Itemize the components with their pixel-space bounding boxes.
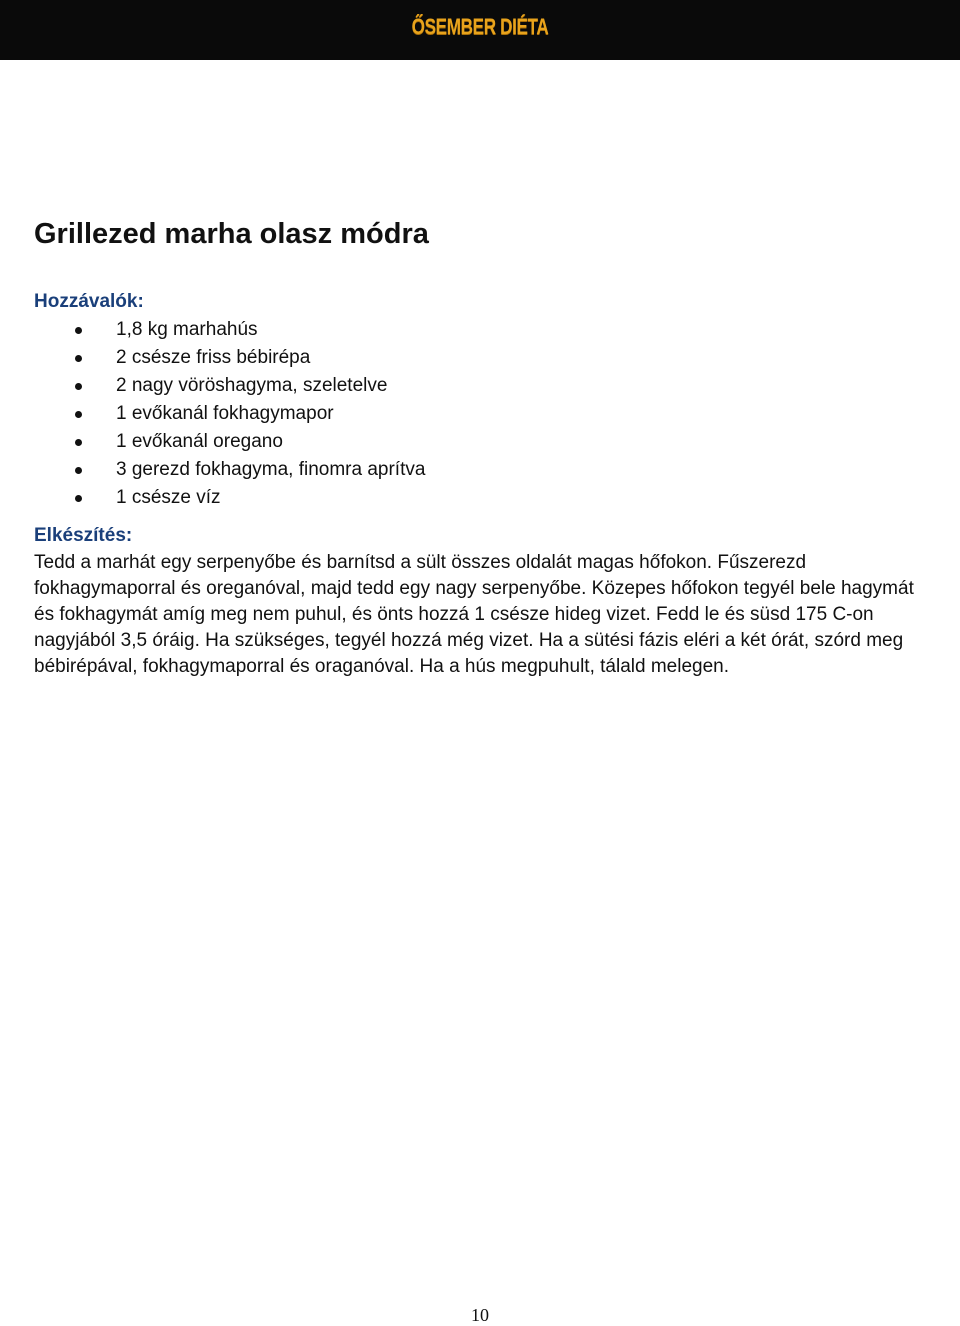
- list-item: [34, 456, 914, 484]
- bullet-icon: [75, 355, 82, 362]
- ingredient-text: 3 gerezd fokhagyma, finomra aprítva: [116, 459, 426, 480]
- list-item: [34, 428, 914, 456]
- ingredient-text: 1 evőkanál oregano: [116, 431, 283, 452]
- ingredient-text: 1,8 kg marhahús: [116, 319, 258, 340]
- bullet-icon: [75, 383, 82, 390]
- ingredient-text: 1 csésze víz: [116, 487, 221, 508]
- bullet-icon: [75, 411, 82, 418]
- brand-logo: ŐSEMBER DIÉTA: [411, 14, 549, 39]
- method-heading: Elkészítés:: [34, 525, 133, 546]
- ingredient-text: 1 evőkanál fokhagymapor: [116, 403, 334, 424]
- ingredient-text: 2 nagy vöröshagyma, szeletelve: [116, 375, 388, 396]
- bullet-icon: [75, 495, 82, 502]
- list-item: [34, 400, 914, 428]
- list-item: [34, 316, 914, 344]
- bullet-icon: [75, 439, 82, 446]
- ingredients-heading: Hozzávalók:: [34, 291, 144, 312]
- bullet-icon: [75, 467, 82, 474]
- page-number: 10: [471, 1305, 489, 1325]
- ingredients-list: [34, 316, 914, 512]
- bullet-icon: [75, 327, 82, 334]
- ingredient-text: 2 csésze friss bébirépa: [116, 347, 311, 368]
- recipe-content: [34, 212, 914, 680]
- list-item: [34, 372, 914, 400]
- list-item: [34, 484, 914, 512]
- method-text: Tedd a marhát egy serpenyőbe és barnítsd a sült összes oldalát magas hőfokon. Fűszerezd fokhagymaporral és oreganóval, majd tedd egy nagy serpenyőbe. Közepes hőfokon tegyél bele hagymát és fokhagymát amíg meg nem puhul, és önts hozzá 1 csésze hideg vizet. Fedd le és süsd 175 C-on nagyjából 3,5 óráig. Ha szükséges, tegyél hozzá még vizet. Ha a sütési fázis eléri a két órát, szórd meg bébirépával, fokhagymaporral és oraganóval. Ha a hús megpuhult, tálald melegen.: [34, 552, 914, 677]
- recipe-title: Grillezed marha olasz módra: [34, 218, 429, 250]
- header-bar: [0, 0, 960, 60]
- list-item: [34, 344, 914, 372]
